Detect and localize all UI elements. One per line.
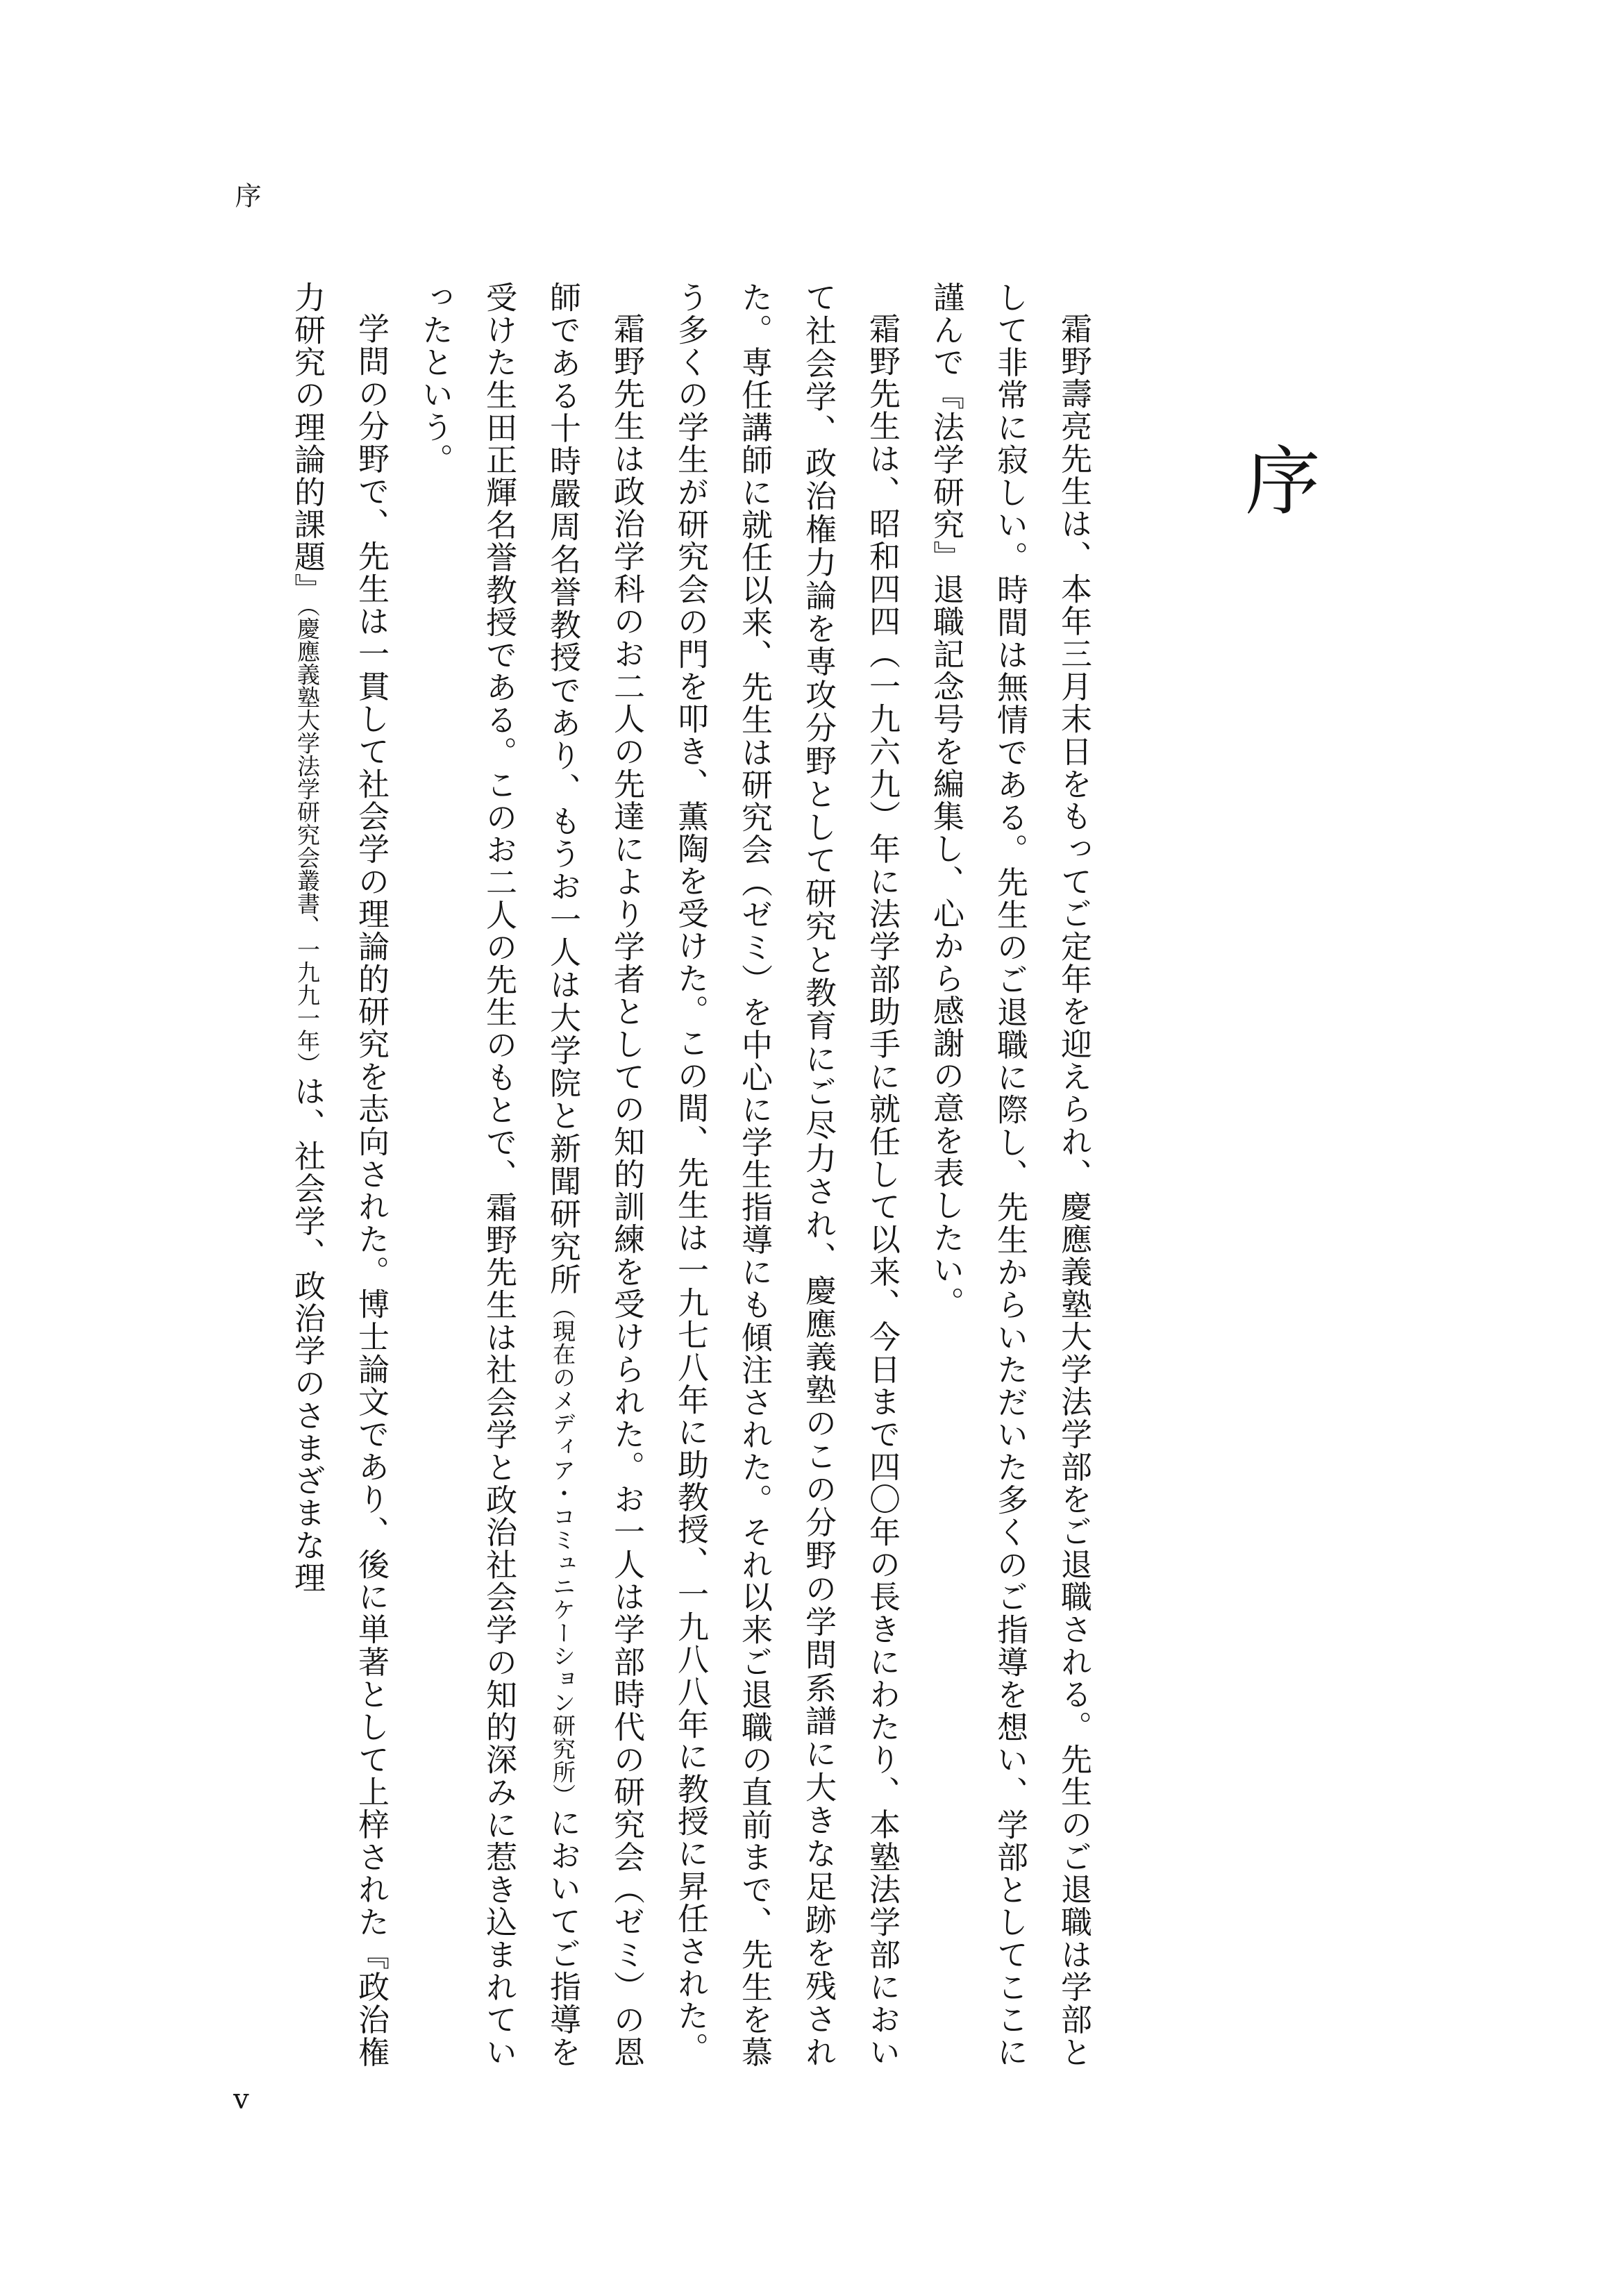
- page-number: v: [233, 2084, 249, 2115]
- paragraph-3-text-b: においてご指導を受けた生田正輝名誉教授である。このお二人の先生のもとで、霜野先生は社会学と政治社会学の知的深みに惹き込まれていったという。: [417, 281, 581, 2068]
- paragraph-4-text-b: は、社会学、政治学のさまざまな理: [289, 1075, 326, 1594]
- chapter-title: 序: [1232, 442, 1319, 517]
- body-text: [208, 281, 1105, 2068]
- paragraph-3: [403, 281, 658, 2068]
- paragraph-4-parenthetical-note: （慶應義塾大学法学研究会叢書、一九九一年）: [294, 605, 321, 1075]
- paragraph-4: [275, 281, 403, 2068]
- paragraph-1-text: 霜野壽亮先生は、本年三月末日をもってご定年を迎えられ、慶應義塾大学法学部をご退職される。先生のご退職は学部として非常に寂しい。時間は無情である。先生のご退職に際し、先生からいただいた多くのご指導を想い、学部としてここに謹んで『法学研究』退職記念号を編集し、心から感謝の意を表したい。: [928, 281, 1092, 2068]
- paragraph-2: [658, 281, 914, 2068]
- paragraph-1: [914, 281, 1105, 2068]
- paragraph-3-text-a: 霜野先生は政治学科のお二人の先達により学者としての知的訓練を受けられた。お一人は学部時代の研究会（ゼミ）の恩師である十時嚴周名誉教授であり、もうお一人は大学院と新聞研究所: [544, 281, 645, 2068]
- paragraph-3-parenthetical-note: （現在のメディア・コミュニケーション研究所）: [549, 1296, 576, 1807]
- paragraph-2-text: 霜野先生は、昭和四四（一九六九）年に法学部助手に就任して以来、今日まで四〇年の長きにわたり、本塾法学部において社会学、政治権力論を専攻分野として研究と教育にご尽力され、慶應義塾のこの分野の学問系譜に大きな足跡を残された。専任講師に就任以来、先生は研究会（ゼミ）を中心に学生指導にも傾注された。それ以来ご退職の直前まで、先生を慕う多くの学生が研究会の門を叩き、薫陶を受けた。この間、先生は一九七八年に助教授、一九八八年に教授に昇任された。: [672, 281, 901, 2068]
- paragraph-4-text-a: 学問の分野で、先生は一貫して社会学の理論的研究を志向された。博士論文であり、後に単著として上梓された『政治権力研究の理論的課題』: [289, 281, 390, 2068]
- running-head: 序: [231, 182, 261, 208]
